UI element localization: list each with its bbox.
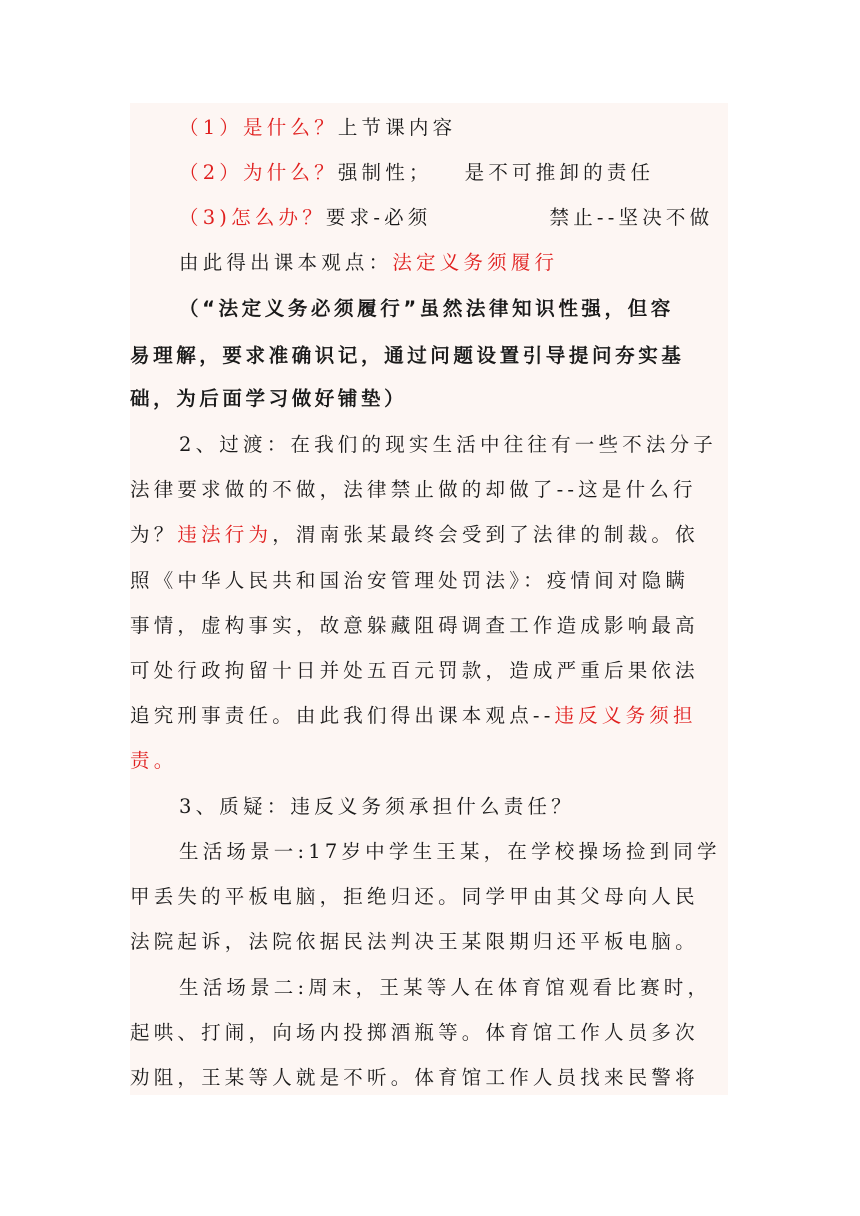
- line-how: [179, 205, 713, 231]
- paragraph-line: 2、过渡：在我们的现实生活中往往有一些不法分子: [179, 433, 718, 456]
- conclusion-label: 由此得出课本观点：: [179, 251, 393, 274]
- answer-text: 是不可推卸的责任: [464, 161, 655, 184]
- question-line: 3、质疑：违反义务须承担什么责任？: [179, 795, 575, 818]
- text-span: 追究刑事责任。由此我们得出课本观点--: [130, 704, 555, 727]
- paragraph-line: [130, 703, 697, 729]
- text-span: ，渭南张某最终会受到了法律的制裁。依: [272, 523, 699, 546]
- scenario-one-line: 法院起诉，法院依据民法判决王某限期归还平板电脑。: [130, 930, 699, 953]
- answer-text: 要求-必须: [325, 206, 432, 229]
- violation-view: 违反义务须担: [554, 704, 697, 727]
- document-text-block: [130, 103, 728, 1095]
- question-how: （3)怎么办？: [179, 206, 326, 229]
- answer-text: 上节课内容: [337, 116, 457, 139]
- text-span: 为？: [130, 523, 178, 546]
- question-what: 是什么？: [243, 116, 338, 139]
- bold-note-line: （“法定义务必须履行”虽然法律知识性强，但容: [179, 297, 674, 320]
- scenario-two-line: 生活场景二:周末，王某等人在体育馆观看比赛时，: [179, 976, 712, 999]
- answer-text: 强制性；: [337, 161, 433, 184]
- question-number: （2）: [179, 161, 244, 184]
- question-number: （1）: [179, 116, 244, 139]
- line-why: [179, 160, 654, 186]
- scenario-one-line: 甲丢失的平板电脑，拒绝归还。同学甲由其父母向人民: [130, 885, 699, 908]
- scenario-two-line: 起哄、打闹，向场内投掷酒瓶等。体育馆工作人员多次: [130, 1021, 699, 1044]
- paragraph-line: 照《中华人民共和国治安管理处罚法》：疫情间对隐瞒: [130, 569, 690, 592]
- paragraph-line: 可处行政拘留十日并处五百元罚款，造成严重后果依法: [130, 659, 699, 682]
- line-conclusion: [179, 250, 558, 276]
- question-why: 为什么？: [243, 161, 338, 184]
- scenario-one-line: 生活场景一:17岁中学生王某，在学校操场捡到同学: [179, 840, 721, 863]
- paragraph-line: [130, 522, 699, 548]
- answer-text: 禁止--坚决不做: [549, 206, 714, 229]
- line-what: [179, 115, 456, 141]
- paragraph-line: 事情，虚构事实，故意躲藏阻碍调查工作造成影响最高: [130, 614, 699, 637]
- paragraph-line: 法律要求做的不做，法律禁止做的却做了--这是什么行: [130, 478, 697, 501]
- illegal-act-term: 违法行为: [177, 523, 273, 546]
- bold-note-line: 础，为后面学习做好铺垫）: [130, 387, 408, 410]
- bold-note-line: 易理解，要求准确识记，通过问题设置引导提问夯实基: [130, 344, 685, 367]
- scenario-two-line: 劝阻，王某等人就是不听。体育馆工作人员找来民警将: [130, 1066, 699, 1089]
- paragraph-line: 责。: [130, 749, 178, 772]
- conclusion-view: 法定义务须履行: [392, 251, 559, 274]
